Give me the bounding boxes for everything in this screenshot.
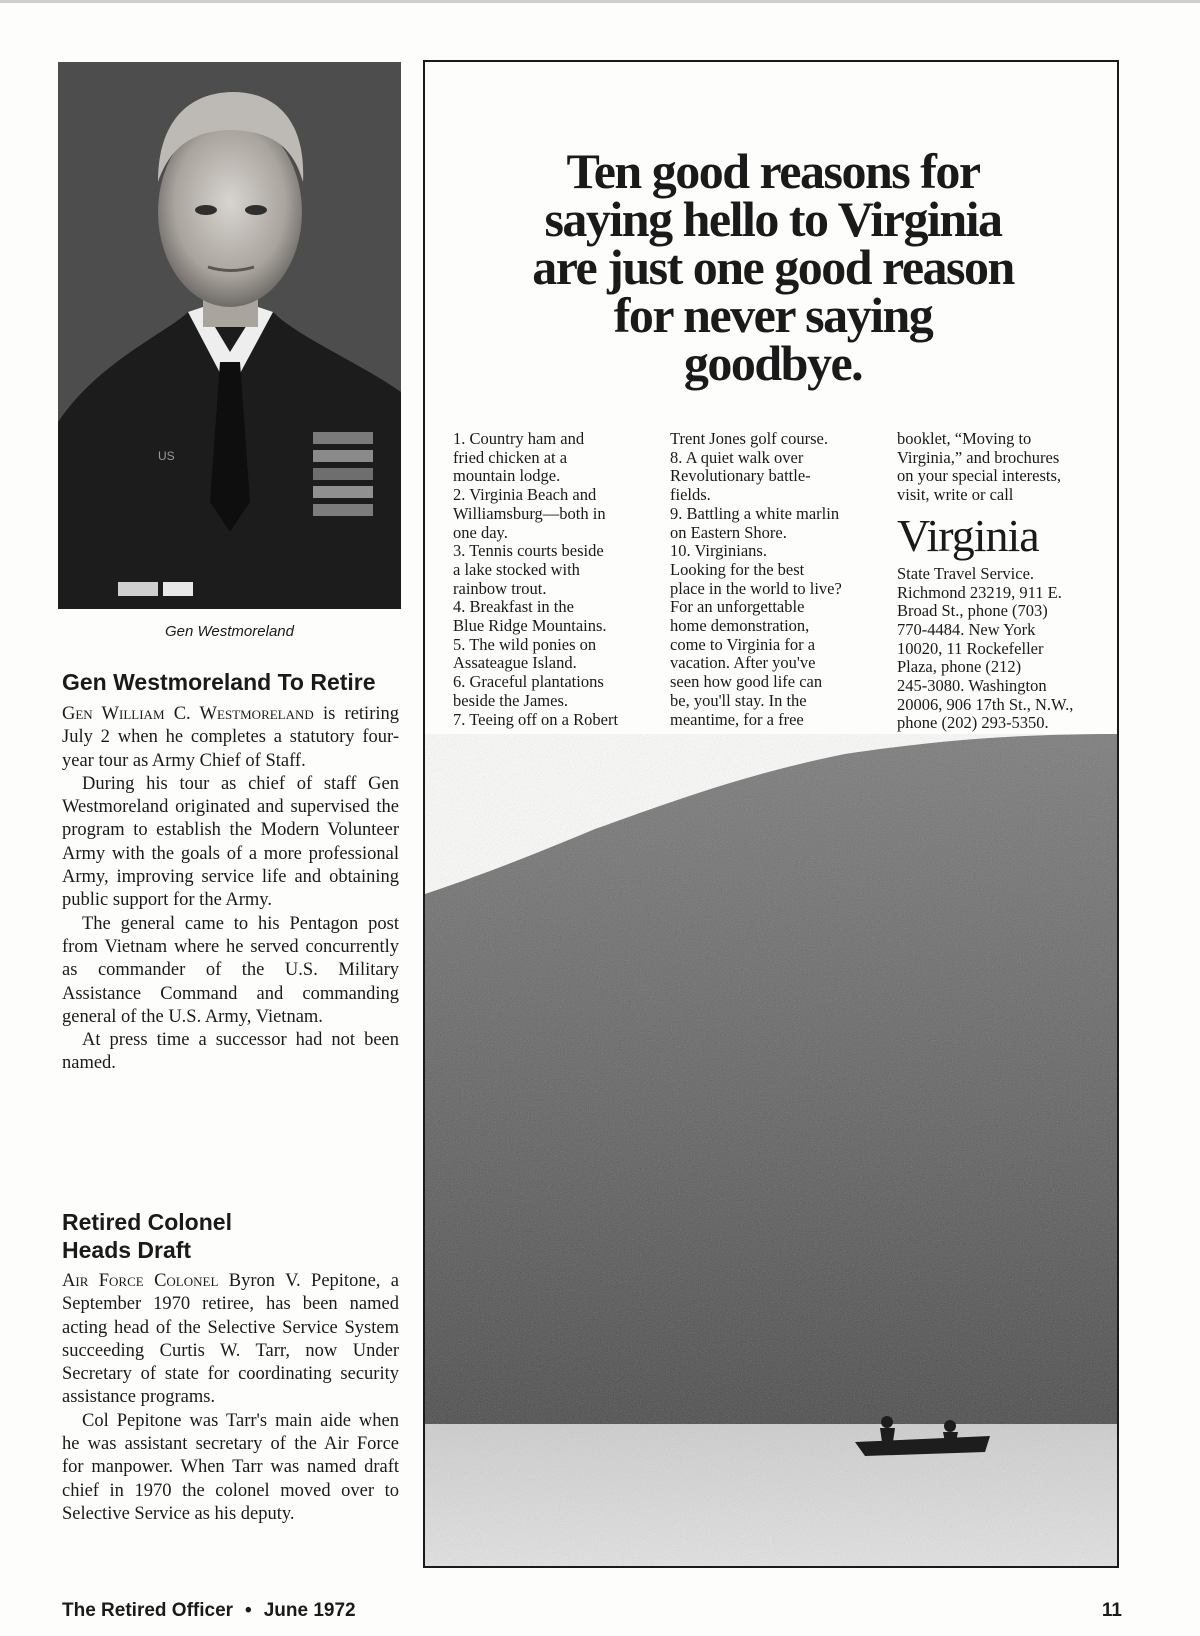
article1-p1-text: is retiring July 2 when he completes a statutory four-year tour as Army Chief of Staff. — [62, 704, 400, 771]
ad-col2-line: fields. — [670, 485, 711, 505]
ad-col1-line: 6. Graceful plantations — [453, 672, 604, 692]
photo-caption: Gen Westmoreland — [165, 623, 294, 640]
top-edge-line — [0, 0, 1200, 3]
ad-col2-line: Trent Jones golf course. — [670, 429, 828, 448]
ad-col1-line: a lake stocked with — [453, 559, 580, 579]
article1-headline: Gen Westmoreland To Retire — [62, 669, 376, 695]
ribbon-bar-4 — [313, 486, 373, 498]
footer-separator: • — [245, 1600, 252, 1621]
rower-1-body — [880, 1428, 895, 1442]
ad-col3-line: Virginia,” and brochures — [897, 447, 1060, 467]
rower-2-head — [944, 1420, 956, 1432]
article2-headline-line2: Heads Draft — [62, 1237, 192, 1263]
footer-publication-line — [62, 1600, 356, 1622]
photo-grain — [425, 734, 1117, 1568]
footer-publication: The Retired Officer — [62, 1600, 234, 1621]
article1-paragraph-1 — [62, 703, 399, 773]
ad-col1-line: 2. Virginia Beach and — [453, 485, 597, 505]
ad-col1-line: beside the James. — [453, 690, 569, 710]
ad-col2-line: 10. Virginians. — [670, 541, 767, 561]
ad-col3-line: visit, write or call — [897, 485, 1014, 505]
collar-insignia: US — [158, 449, 175, 463]
portrait-photo — [58, 62, 401, 609]
ad-col3-line: Plaza, phone (212) — [897, 657, 1022, 677]
ad-col3-line: 245-3080. Washington — [897, 676, 1047, 696]
article2-headline-line1: Retired Colonel — [62, 1209, 232, 1235]
ad-col2-line: vacation. After you've — [670, 653, 816, 673]
ad-col3-line: phone (202) 293-5350. — [897, 713, 1049, 733]
ad-headline-line: for never saying — [613, 287, 933, 343]
article2-p1-text: Byron V. Pepitone, a September 1970 retiree, has been named acting head of the Selective Service System succeeding Curtis W. Tarr, now Under Secretary of state for coordinating security assistance programs. — [62, 1271, 399, 1408]
ad-col1-line: Assateague Island. — [453, 653, 577, 673]
left-eye — [195, 205, 217, 215]
page-number: 11 — [1101, 1600, 1122, 1621]
ad-col1-line: 7. Teeing off on a Robert — [453, 709, 619, 729]
article1-paragraph-2: During his tour as chief of staff Gen Westmoreland originated and supervised the program to establish the Modern Volunteer Army with the goals of a more professional Army, improving service life and obtaining public support for the Army. — [62, 773, 399, 911]
ad-col2-line: For an unforgettable — [670, 597, 805, 617]
name-plate-right — [163, 582, 193, 596]
ad-col1-line: 3. Tennis courts beside — [453, 541, 604, 561]
ad-headline-line: are just one good reason — [532, 239, 1014, 295]
ad-column-2 — [670, 430, 880, 729]
name-plate-left — [118, 582, 158, 596]
ribbon-bar-2 — [313, 450, 373, 462]
ad-column-1 — [453, 430, 663, 729]
ad-col2-line: seen how good life can — [670, 672, 823, 692]
ad-col3-line: 770-4484. New York — [897, 619, 1036, 639]
right-eye — [245, 205, 267, 215]
ribbon-bar-3 — [313, 468, 373, 480]
article1-body — [62, 703, 399, 1076]
article2-body — [62, 1270, 399, 1526]
rower-2-body — [943, 1432, 958, 1442]
ad-col1-line: Williamsburg—both in — [453, 503, 606, 523]
ad-col3-line: booklet, “Moving to — [897, 429, 1032, 448]
ad-col3-line: State Travel Service. — [897, 563, 1035, 583]
ad-col1-line: Blue Ridge Mountains. — [453, 616, 607, 636]
ad-column-3 — [897, 430, 1102, 733]
article2-paragraph-2: Col Pepitone was Tarr's main aide when he was assistant secretary of the Air Force for manpower. When Tarr was named draft chief in 1970 the colonel moved over to Selective Service as his deputy. — [62, 1410, 399, 1524]
article1-lead-caps: Gen William C. Westmoreland — [62, 704, 314, 724]
ad-col3-line: Richmond 23219, 911 E. — [897, 582, 1062, 602]
ad-col2-line: 9. Battling a white marlin — [670, 503, 840, 523]
ad-col2-line: come to Virginia for a — [670, 634, 816, 654]
ad-col1-line: rainbow trout. — [453, 578, 547, 598]
article2-paragraph-1 — [62, 1270, 399, 1410]
ad-col2-line: meantime, for a free — [670, 709, 804, 729]
ad-col1-line: 5. The wild ponies on — [453, 634, 597, 654]
article1-paragraph-4: At press time a successor had not been named. — [62, 1030, 399, 1074]
ad-col3-line: on your special interests, — [897, 466, 1062, 486]
ad-headline-line: Ten good reasons for — [566, 143, 980, 199]
portrait-illustration — [58, 62, 401, 609]
ribbon-bar-1 — [313, 432, 373, 444]
ad-col1-line: one day. — [453, 522, 508, 542]
virginia-advertisement — [423, 60, 1119, 1568]
ad-col3-line: Broad St., phone (703) — [897, 601, 1048, 621]
ribbon-bar-5 — [313, 504, 373, 516]
ad-col3-line: 10020, 11 Rockefeller — [897, 638, 1044, 658]
article1-paragraph-3: The general came to his Pentagon post from Vietnam where he served concurrently as commander of the U.S. Military Assistance Command and commanding general of the U.S. Army, Vietnam. — [62, 913, 399, 1027]
ad-col1-line: mountain lodge. — [453, 466, 561, 486]
ad-col2-line: on Eastern Shore. — [670, 522, 787, 542]
ad-col1-line: 4. Breakfast in the — [453, 597, 574, 617]
article2-headline — [62, 1208, 407, 1264]
lake-mountain-photo — [425, 734, 1117, 1568]
ad-headline-line: saying hello to Virginia — [544, 191, 1002, 247]
footer-date: June 1972 — [263, 1600, 356, 1621]
rower-1-head — [881, 1416, 893, 1428]
ad-headline — [455, 143, 1091, 391]
ad-col1-line: fried chicken at a — [453, 447, 568, 467]
ad-col2-line: home demonstration, — [670, 616, 810, 636]
ad-col1-line: 1. Country ham and — [453, 429, 585, 448]
ad-headline-line: goodbye. — [683, 335, 863, 391]
ad-col3-line: 20006, 906 17th St., N.W., — [897, 694, 1074, 714]
ad-brand-virginia: Virginia — [897, 509, 1039, 561]
ad-col2-line: place in the world to live? — [670, 578, 842, 598]
ad-col2-line: 8. A quiet walk over — [670, 447, 804, 467]
ad-col2-line: Looking for the best — [670, 559, 805, 579]
ad-col2-line: be, you'll stay. In the — [670, 690, 807, 710]
article2-lead-caps: Air Force Colonel — [62, 1271, 219, 1291]
ad-col2-line: Revolutionary battle- — [670, 466, 811, 486]
